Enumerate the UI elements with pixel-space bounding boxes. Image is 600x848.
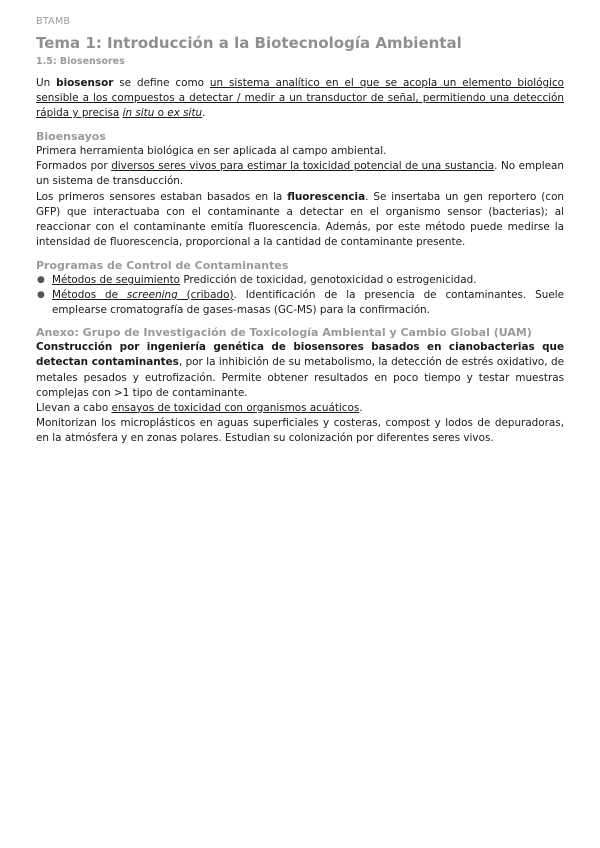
term-biosensor: biosensor	[56, 77, 114, 89]
intro-paragraph: Un biosensor se define como un sistema analítico en el que se acopla un elemento biológico sensible a los compuestos a detectar / medir a un transductor de señal, permitiendo una detección rápida y precisa in situ o ex situ.	[36, 77, 565, 120]
anexo-paragraph-3: Monitorizan los microplásticos en aguas superficiales y costeras, compost y lodos de depuradoras, en la atmósfera y en zonas polares. Estudian su colonización por diferentes seres vivos.	[36, 416, 564, 444]
situ-phrase: in situ o ex situ	[122, 107, 203, 120]
anexo-section	[36, 325, 564, 446]
bioensayos-paragraph-3: Los primeros sensores estaban basados en la fluorescencia. Se insertaba un gen reportero (con GFP) que interactuaba con el contaminante a detectar en el organismo sensor (bacterias); al reaccionar con el contaminante emitía fluorescencia. Además, por este método puede medirse la intensidad de fluorescencia, proporcional a la cantidad de contaminante presente.	[36, 190, 565, 248]
bioensayos-section	[36, 129, 564, 250]
programas-list	[36, 273, 564, 317]
anexo-heading: Anexo: Grupo de Investigación de Toxicología Ambiental y Cambio Global (UAM)	[36, 326, 532, 340]
bullet-icon: ●	[37, 274, 45, 285]
list-item: ● Métodos de seguimiento Predicción de toxicidad, genotoxicidad o estrogenicidad.	[37, 273, 477, 286]
programas-heading: Programas de Control de Contaminantes	[36, 258, 289, 272]
bioensayos-heading: Bioensayos	[36, 130, 106, 144]
section-subtitle: 1.5: Biosensores	[36, 56, 125, 67]
list-item: ● Métodos de screening (cribado). Identificación de la presencia de contaminantes. Suele emplearse cromatografía de gases-masas (GC-MS) para la confirmación.	[37, 288, 564, 316]
bioensayos-line-1: Primera herramienta biológica en ser aplicada al campo ambiental.	[36, 145, 387, 158]
programas-section	[36, 258, 564, 317]
anexo-paragraph-2: Llevan a cabo ensayos de toxicidad con organismos acuáticos.	[36, 401, 363, 414]
document-body	[36, 76, 564, 454]
document-title: Tema 1: Introducción a la Biotecnología Ambiental	[36, 34, 462, 52]
anexo-paragraph-1: Construcción por ingeniería genética de biosensores basados en cianobacterias que detectan contaminantes, por la inhibición de su metabolismo, la detección de estrés oxidativo, de metales pesados y eutrofización. Permite obtener resultados en poco tiempo y testar muestras complejas con >1 tipo de contaminante.	[36, 341, 564, 399]
bullet-icon: ●	[37, 289, 45, 300]
bioensayos-paragraph-2: Formados por diversos seres vivos para estimar la toxicidad potencial de una sustancia. No emplean un sistema de transducción.	[36, 160, 564, 188]
biosensor-definition: un sistema analítico en el que se acopla un elemento biológico sensible a los compuestos a detectar / medir a un transductor de señal, permitiendo una detección rápida y precisa	[36, 77, 565, 120]
page-header: BTAMB	[36, 16, 71, 27]
